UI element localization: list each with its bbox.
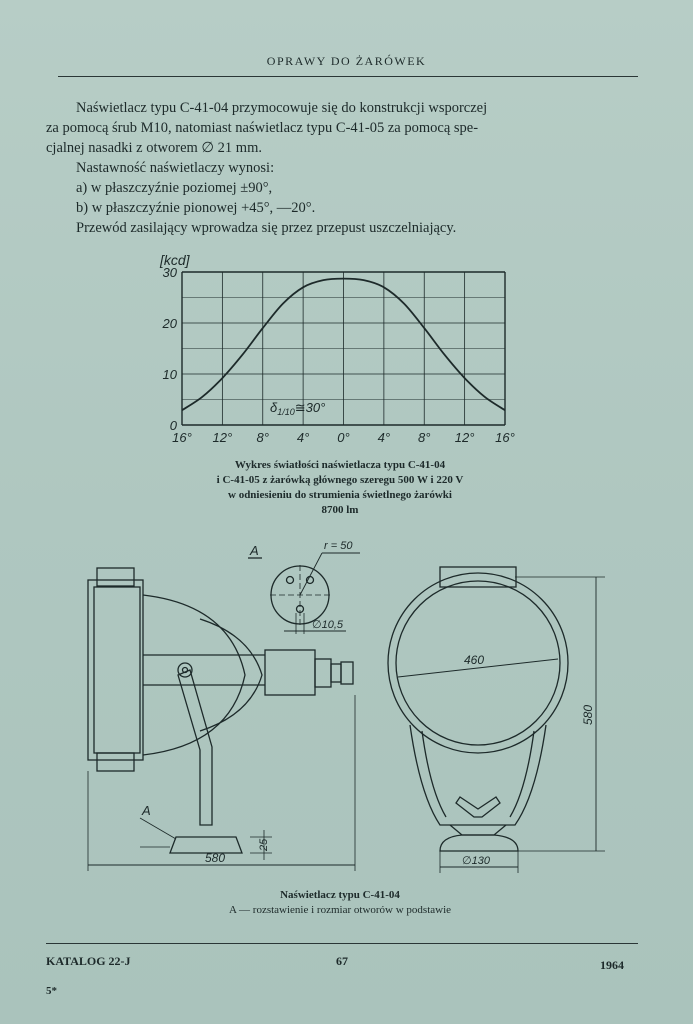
spread-annotation: $\delta_{1/10}≅30^\circ$ xyxy=(270,400,326,417)
width-dim-label: 580 xyxy=(205,851,226,865)
drawing-caption-title: Naświetlacz typu C-41-04 xyxy=(280,889,400,901)
x-tick-label: 4° xyxy=(296,430,310,445)
footer-signature: 5* xyxy=(46,985,57,997)
x-tick-label: 12° xyxy=(454,430,475,445)
list-item-a: a) w płaszczyźnie poziomej ±90°, xyxy=(76,180,273,196)
x-tick-label: 12° xyxy=(212,430,233,445)
drawing-caption-subtitle: A — rozstawienie i rozmiar otworów w podstawie xyxy=(228,904,452,916)
x-tick-label: 16° xyxy=(172,430,192,445)
footer-catalog: KATALOG 22-J xyxy=(46,954,131,968)
x-tick-label: 8° xyxy=(418,430,431,445)
paragraph-2: Nastawność naświetlaczy wynosi: xyxy=(76,160,275,176)
y-tick-label: 20 xyxy=(162,316,177,331)
y-tick-label: 0 xyxy=(169,418,177,433)
footer-year: 1964 xyxy=(600,958,624,972)
y-axis-unit: [kcd] xyxy=(160,252,190,268)
running-title: OPRAWY DO ŻARÓWEK xyxy=(266,54,427,68)
floodlight-drawing xyxy=(0,535,693,880)
diameter-dim-label: 460 xyxy=(464,653,485,667)
footer-page-number: 67 xyxy=(336,954,348,968)
hole-diameter-label: ∅10,5 xyxy=(312,619,343,631)
body-text xyxy=(46,98,626,238)
paragraph-1-line-2: za pomocą śrub M10, natomiast naświetlacz typu C-41-05 za pomocą spe- xyxy=(46,120,479,136)
luminous-intensity-chart xyxy=(150,245,530,455)
chart-caption-line-4: 8700 lm xyxy=(321,504,359,516)
base-diameter-label: ∅130 xyxy=(462,855,490,867)
x-tick-label: 0° xyxy=(337,430,350,445)
front-view xyxy=(388,567,605,873)
chart-grid xyxy=(182,272,505,425)
footer-rule xyxy=(46,943,638,944)
x-tick-label: 4° xyxy=(377,430,391,445)
paragraph-1-line-3: cjalnej nasadki z otworem ∅ 21 mm. xyxy=(46,140,262,156)
x-tick-label: 16° xyxy=(495,430,515,445)
y-tick-label: 10 xyxy=(162,367,177,382)
chart-caption-line-2: i C-41-05 z żarówką głównego szeregu 500 W i 220 V xyxy=(216,474,464,486)
side-view xyxy=(88,568,355,871)
y-tick-label: 30 xyxy=(162,265,177,280)
chart-ticks xyxy=(162,265,515,445)
side-view-a-label: A xyxy=(142,803,151,818)
paragraph-1-line-1: Naświetlacz typu C-41-04 przymocowuje się do konstrukcji wsporczej xyxy=(76,100,488,116)
base-height-label: 25 xyxy=(258,838,270,851)
chart-caption xyxy=(150,458,530,518)
paragraph-3: Przewód zasilający wprowadza się przez przepust uszczelniający. xyxy=(76,220,457,236)
chart-caption-line-3: w odniesieniu do strumienia świetlnego żarówki xyxy=(228,489,452,501)
height-dim-label: 580 xyxy=(581,704,595,725)
detail-a-base-holes xyxy=(248,540,360,634)
detail-a-label: A xyxy=(250,543,259,558)
x-tick-label: 8° xyxy=(256,430,269,445)
header-rule xyxy=(58,76,638,77)
radius-label: r = 50 xyxy=(324,540,353,552)
list-item-b: b) w płaszczyźnie pionowej +45°, —20°. xyxy=(76,200,316,216)
chart-caption-line-1: Wykres światłości naświetlacza typu C-41-04 xyxy=(234,459,446,471)
drawing-caption xyxy=(150,888,530,918)
